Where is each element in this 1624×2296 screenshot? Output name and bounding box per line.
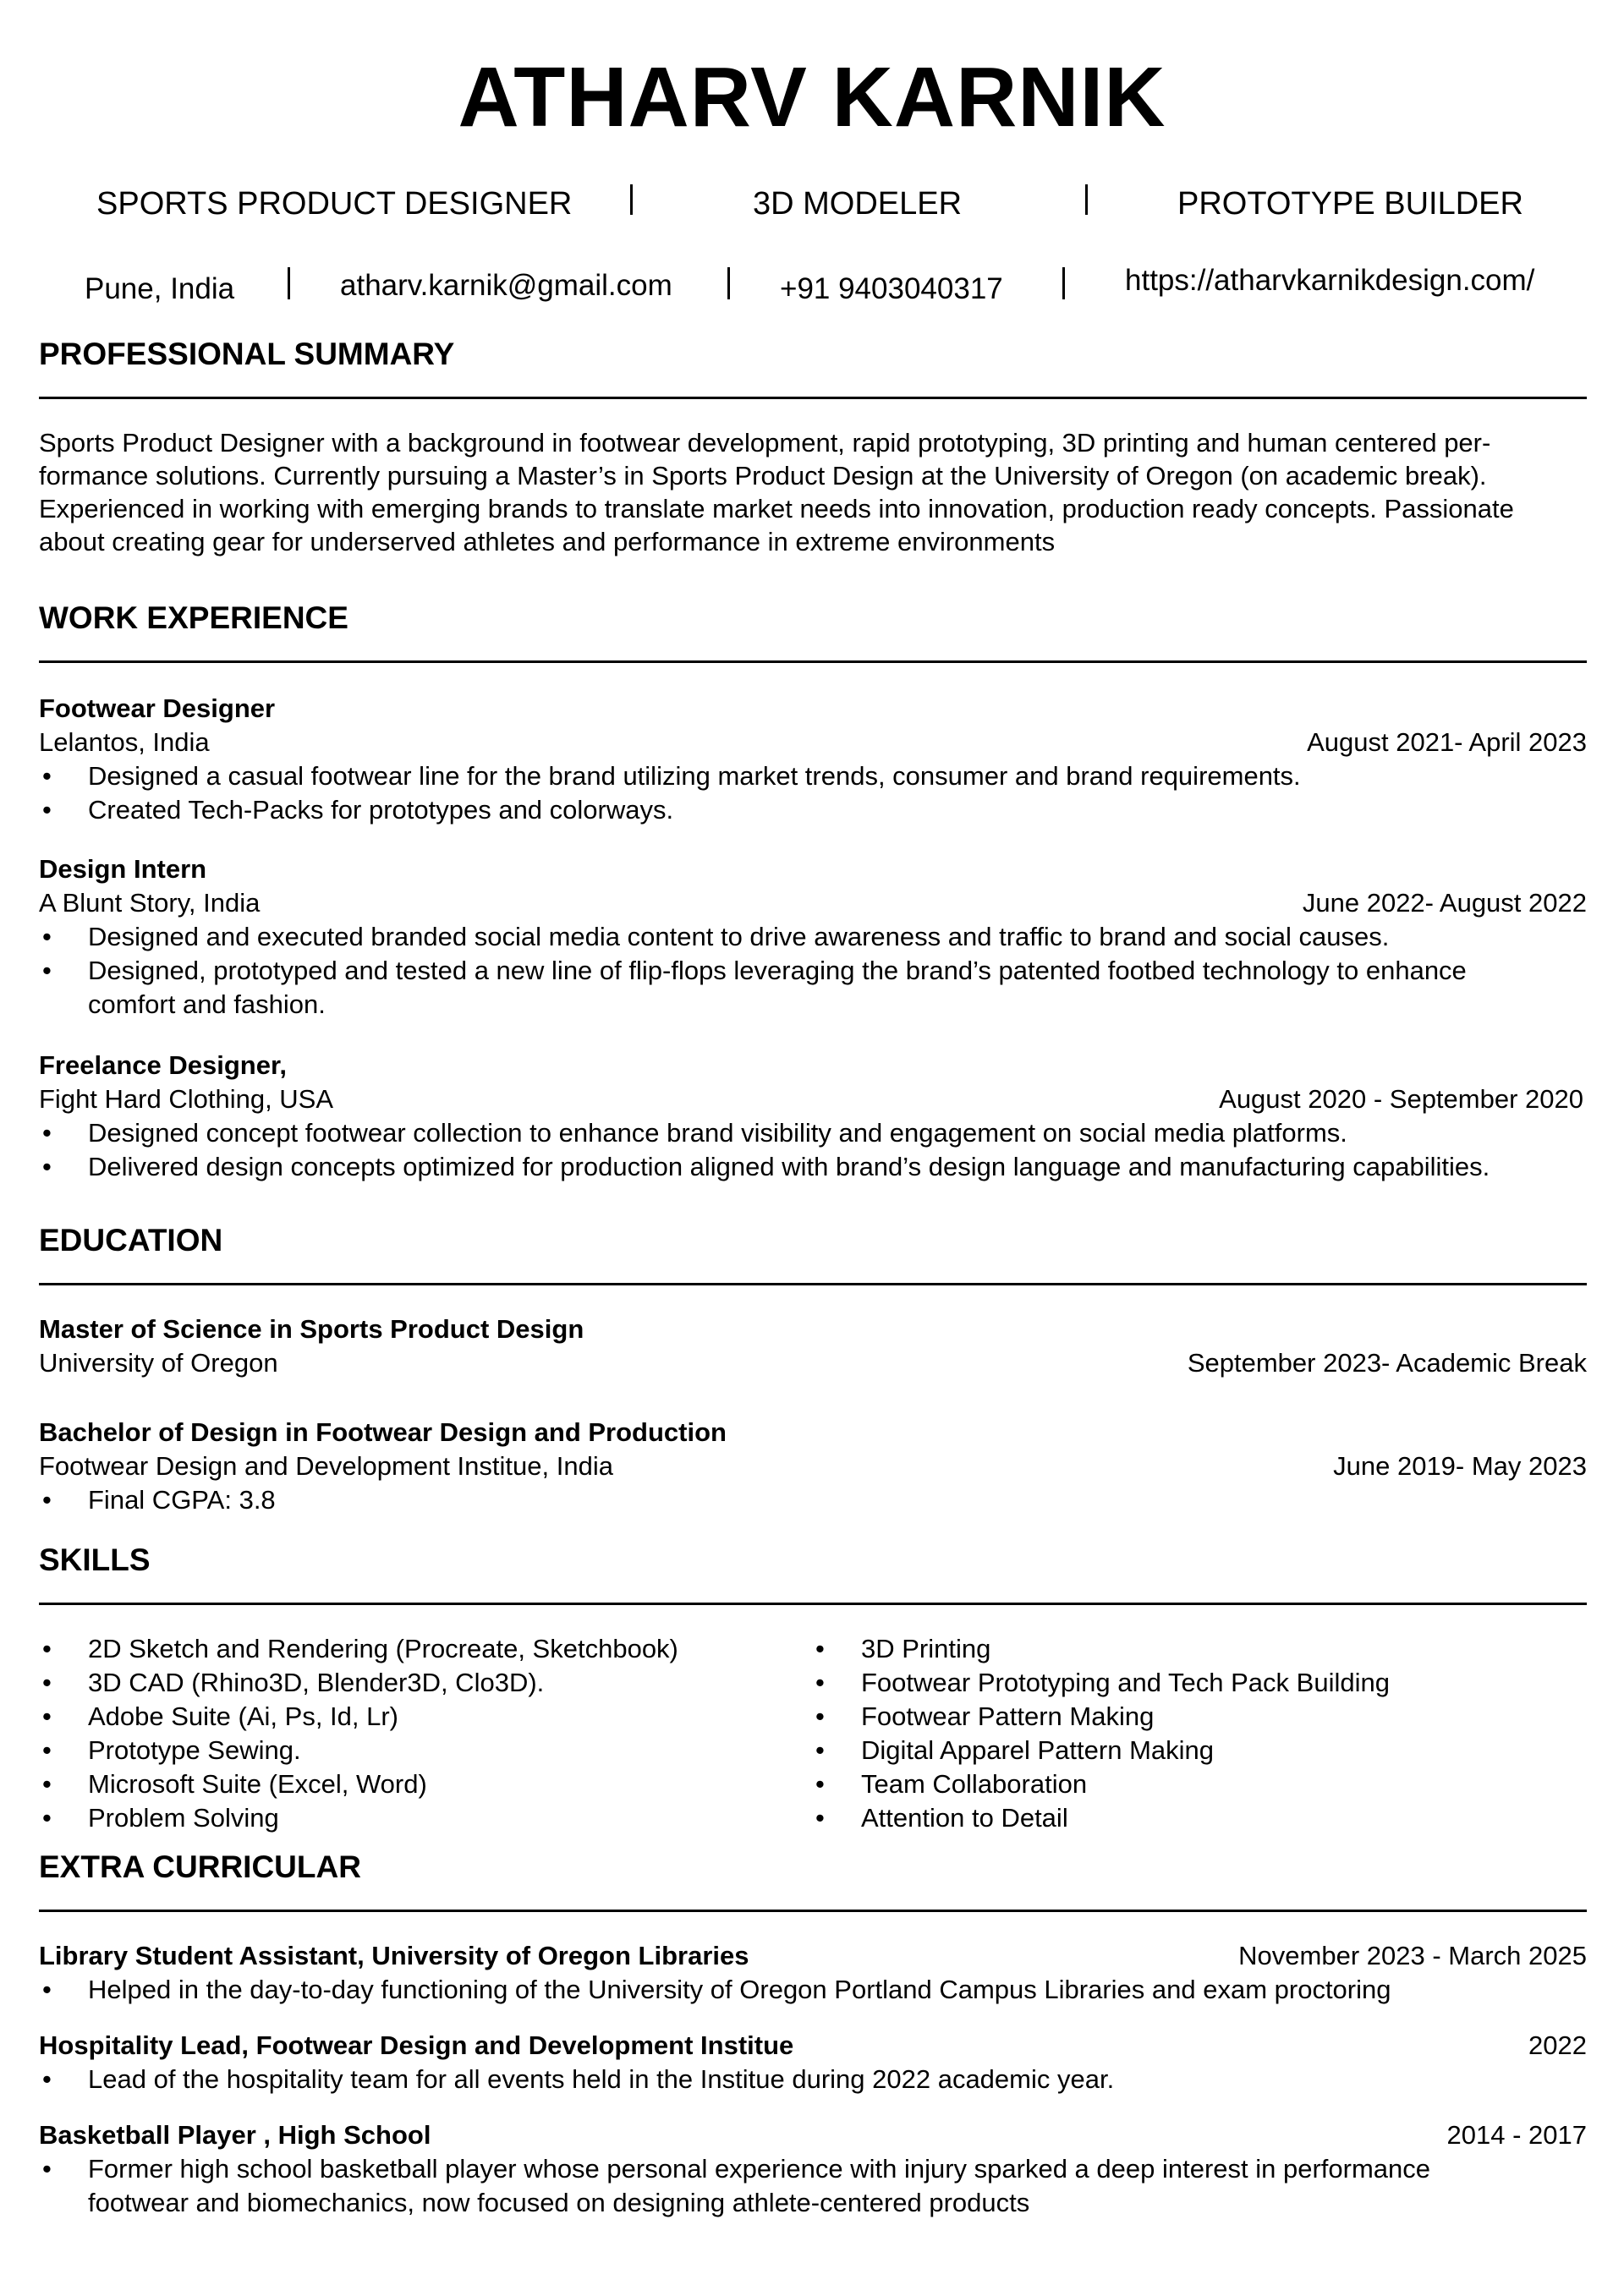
divider (1085, 184, 1088, 215)
job-bullet: • Designed, prototyped and tested a new line of flip-flops leveraging the brand’s patented footbed technology to enhance (42, 956, 1467, 985)
skill-item: • Microsoft Suite (Excel, Word) (42, 1769, 427, 1799)
job-dates: June 2022- August 2022 (1302, 888, 1587, 918)
extra-role: Hospitality Lead, Footwear Design and Development Institue (39, 2030, 794, 2060)
role-1: SPORTS PRODUCT DESIGNER (96, 186, 573, 222)
skill-item: • Digital Apparel Pattern Making (815, 1735, 1215, 1765)
website-link[interactable]: https://atharvkarnikdesign.com/ (1125, 264, 1535, 297)
education-dates: September 2023- Academic Break (1187, 1348, 1587, 1378)
skill-item: • Prototype Sewing. (42, 1735, 301, 1765)
skills-column-left (39, 1632, 800, 1835)
extra-dates: 2022 (1528, 2030, 1587, 2060)
section-title: SKILLS (39, 1543, 151, 1577)
section-title: EXTRA CURRICULAR (39, 1849, 361, 1884)
section-title: PROFESSIONAL SUMMARY (39, 337, 455, 371)
contact-row (0, 264, 1624, 311)
job-dates: August 2021- April 2023 (1307, 727, 1587, 757)
job-dates: August 2020 - September 2020 (1219, 1084, 1583, 1114)
job-title: Footwear Designer (39, 693, 276, 723)
job-entry (39, 692, 1587, 827)
school: Footwear Design and Development Institue, India (39, 1451, 613, 1481)
roles-row (0, 186, 1624, 228)
school: University of Oregon (39, 1348, 278, 1378)
job-title: Design Intern (39, 854, 207, 884)
skill-item: • 3D CAD (Rhino3D, Blender3D, Clo3D). (42, 1668, 545, 1697)
extra-role: Library Student Assistant, University of Oregon Libraries (39, 1941, 749, 1970)
email-link[interactable]: atharv.karnik@gmail.com (340, 269, 672, 302)
job-org: Lelantos, India (39, 727, 210, 757)
summary-text (39, 426, 1587, 558)
degree: Master of Science in Sports Product Design (39, 1314, 584, 1344)
role-3: PROTOTYPE BUILDER (1177, 186, 1523, 222)
skill-item: • 2D Sketch and Rendering (Procreate, Sketchbook) (42, 1634, 678, 1663)
skill-item: • Attention to Detail (815, 1803, 1068, 1833)
extra-bullet-continued: footwear and biomechanics, now focused on designing athlete-centered products (88, 2188, 1030, 2217)
skill-item: • Adobe Suite (Ai, Ps, Id, Lr) (42, 1701, 399, 1731)
phone[interactable]: +91 9403040317 (780, 272, 1003, 305)
skill-item: • Team Collaboration (815, 1769, 1088, 1799)
skill-item: • Footwear Pattern Making (815, 1701, 1155, 1731)
job-org: A Blunt Story, India (39, 888, 261, 918)
section-title: WORK EXPERIENCE (39, 600, 348, 635)
section-divider (39, 1283, 1587, 1285)
education-bullet: • Final CGPA: 3.8 (42, 1485, 276, 1515)
extra-dates: 2014 - 2017 (1446, 2120, 1587, 2150)
summary-line: Experienced in working with emerging brands to translate market needs into innovation, production ready concepts. Passionate (39, 494, 1514, 523)
section-title: EDUCATION (39, 1223, 223, 1258)
job-bullet: • Designed and executed branded social media content to drive awareness and traffic to brand and social causes. (42, 922, 1390, 951)
extra-bullet: • Helped in the day-to-day functioning of the University of Oregon Portland Campus Libraries and exam proctoring (42, 1975, 1391, 2004)
job-bullet: • Created Tech-Packs for prototypes and colorways. (42, 795, 674, 825)
extra-entry (39, 2029, 1587, 2096)
job-entry (39, 852, 1587, 1022)
job-bullet: • Designed concept footwear collection to enhance brand visibility and engagement on social media platforms. (42, 1118, 1347, 1148)
extra-bullet: • Former high school basketball player whose personal experience with injury sparked a deep interest in performance (42, 2154, 1431, 2184)
section-divider (39, 1910, 1587, 1912)
skill-item: • Footwear Prototyping and Tech Pack Building (815, 1668, 1390, 1697)
section-divider (39, 660, 1587, 663)
job-bullet: • Delivered design concepts optimized for production aligned with brand’s design language and manufacturing capabilities. (42, 1152, 1490, 1181)
divider (1062, 267, 1065, 299)
location: Pune, India (85, 272, 235, 305)
section-divider (39, 1603, 1587, 1605)
extra-dates: November 2023 - March 2025 (1238, 1941, 1587, 1970)
role-2: 3D MODELER (753, 186, 963, 222)
job-title: Freelance Designer, (39, 1050, 287, 1080)
divider (288, 267, 290, 299)
job-org: Fight Hard Clothing, USA (39, 1084, 334, 1114)
degree: Bachelor of Design in Footwear Design and Production (39, 1417, 727, 1447)
job-bullet: • Designed a casual footwear line for the brand utilizing market trends, consumer and brand requirements. (42, 761, 1301, 791)
skill-item: • Problem Solving (42, 1803, 279, 1833)
extra-role: Basketball Player , High School (39, 2120, 431, 2150)
job-bullet-continued: comfort and fashion. (88, 989, 326, 1019)
candidate-name: ATHARV KARNIK (458, 50, 1166, 145)
skills-column-right (812, 1632, 1573, 1835)
extra-bullet: • Lead of the hospitality team for all events held in the Institue during 2022 academic year. (42, 2064, 1115, 2094)
summary-line: about creating gear for underserved athletes and performance in extreme environments (39, 527, 1056, 556)
education-dates: June 2019- May 2023 (1333, 1451, 1587, 1481)
summary-line: Sports Product Designer with a background in footwear development, rapid prototyping, 3D printing and human centered per- (39, 428, 1491, 458)
job-entry (39, 1049, 1587, 1184)
skill-item: • 3D Printing (815, 1634, 991, 1663)
summary-line: formance solutions. Currently pursuing a Master’s in Sports Product Design at the University of Oregon (on academic break). (39, 461, 1487, 490)
divider (630, 184, 633, 215)
education-entry (39, 1312, 1587, 1380)
extra-entry (39, 2118, 1587, 2220)
extra-entry (39, 1939, 1587, 2007)
education-entry (39, 1416, 1587, 1517)
section-divider (39, 397, 1587, 399)
divider (727, 267, 730, 299)
